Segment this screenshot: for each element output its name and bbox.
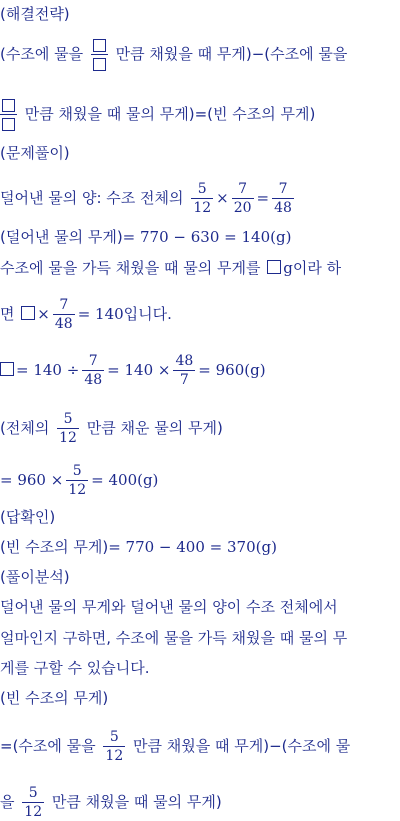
fraction-denominator: 12 (193, 200, 212, 216)
fraction-numerator: 5 (66, 462, 88, 481)
blank-fraction (91, 36, 108, 73)
blank-fraction (0, 96, 17, 133)
fraction (66, 462, 88, 499)
fraction-denominator: 7 (179, 372, 189, 388)
blank-box-icon (267, 260, 281, 274)
fraction (53, 296, 75, 333)
analysis-line-6 (0, 784, 400, 821)
fraction-numerator: 5 (57, 410, 79, 429)
solution-line-2 (0, 227, 400, 247)
blank-box-icon (93, 39, 106, 52)
solution-text: 수조에 물을 가득 채웠을 때 물의 무게를 (0, 259, 261, 277)
solution-text: 만큼 채운 물의 무게) (86, 419, 223, 437)
equals-sign: = (256, 189, 270, 207)
fraction-denominator: 48 (54, 316, 73, 332)
fraction-numerator: 48 (175, 353, 194, 369)
fraction (173, 352, 195, 389)
solution-line-1 (0, 180, 400, 217)
fraction (57, 410, 79, 447)
strategy-text: 만큼 채웠을 때 무게)−(수조에 물을 (115, 45, 348, 63)
fraction (272, 180, 294, 217)
blank-box-icon (0, 362, 14, 376)
fraction (82, 352, 104, 389)
solution-text: 덜어낸 물의 양: 수조 전체의 (0, 189, 184, 207)
blank-box-icon (2, 118, 15, 131)
times-sign: × (216, 189, 229, 207)
blank-box-icon (2, 99, 15, 112)
solution-math: = 960(g) (198, 361, 266, 379)
fraction-denominator: 12 (105, 748, 124, 764)
analysis-line-3: 게를 구할 수 있습니다. (0, 659, 150, 677)
solution-math: = 400(g) (91, 471, 159, 489)
fraction-numerator: 5 (22, 784, 44, 803)
solution-line-3 (0, 258, 400, 278)
fraction-denominator: 12 (24, 804, 43, 820)
fraction-numerator: 7 (53, 296, 75, 315)
strategy-text: (수조에 물을 (0, 45, 84, 63)
solution-text: 입니다. (123, 305, 172, 323)
solution-text: 면 (0, 305, 15, 323)
solution-line-5 (0, 352, 400, 389)
fraction-numerator: 5 (191, 180, 213, 199)
fraction-denominator: 12 (68, 482, 87, 498)
fraction-numerator: 7 (272, 180, 294, 199)
solution-math: = 960 × (0, 471, 64, 489)
fraction (103, 728, 125, 765)
analysis-line-2: 얼마인지 구하면, 수조에 물을 가득 채웠을 때 물의 무 (0, 629, 348, 647)
blank-box-icon (93, 58, 106, 71)
analysis-text: 만큼 채웠을 때 무게)−(수조에 물 (133, 737, 351, 755)
solution-heading: (문제풀이) (0, 144, 70, 162)
solution-line-6 (0, 410, 400, 447)
fraction (22, 784, 44, 821)
answer-check-line (0, 537, 400, 557)
solution-math: = 140 × (107, 361, 171, 379)
analysis-heading: (풀이분석) (0, 568, 70, 586)
fraction (191, 180, 213, 217)
blank-box-icon (21, 306, 35, 320)
analysis-line-4: (빈 수조의 무게) (0, 689, 109, 707)
solution-math: = 140 ÷ (16, 361, 80, 379)
fraction (232, 180, 254, 217)
strategy-text: 만큼 채웠을 때 물의 무게)=(빈 수조의 무게) (24, 105, 316, 123)
analysis-text: =(수조에 물을 (0, 737, 96, 755)
strategy-line-1 (0, 36, 400, 73)
analysis-line-1: 덜어낸 물의 무게와 덜어낸 물의 양이 수조 전체에서 (0, 598, 338, 616)
fraction-denominator: 20 (233, 200, 252, 216)
solution-math: = 770 − 630 = 140(g) (122, 228, 292, 246)
solution-text: (덜어낸 물의 무게) (0, 228, 123, 246)
analysis-line-5 (0, 728, 400, 765)
solution-math: = 140 (77, 305, 124, 323)
fraction-denominator: 48 (274, 200, 292, 216)
solution-text: g이라 하 (283, 259, 342, 277)
fraction-denominator: 12 (59, 430, 77, 446)
answer-check-heading: (답확인) (0, 508, 56, 526)
solution-line-7 (0, 462, 400, 499)
answer-math: = 770 − 400 = 370(g) (108, 538, 277, 556)
analysis-text: 만큼 채웠을 때 물의 무게) (51, 793, 222, 811)
strategy-heading: (해결전략) (0, 5, 70, 23)
fraction-numerator: 7 (232, 180, 254, 199)
solution-text: (전체의 (0, 419, 50, 437)
fraction-numerator: 5 (103, 728, 125, 747)
analysis-text: 을 (0, 793, 15, 811)
fraction-denominator: 48 (84, 372, 103, 388)
answer-text: (빈 수조의 무게) (0, 538, 109, 556)
fraction-numerator: 7 (82, 352, 104, 371)
strategy-line-2 (0, 96, 400, 133)
solution-line-4: 면 × $\frac{7}{48}$ = 140입니다. (0, 297, 172, 332)
